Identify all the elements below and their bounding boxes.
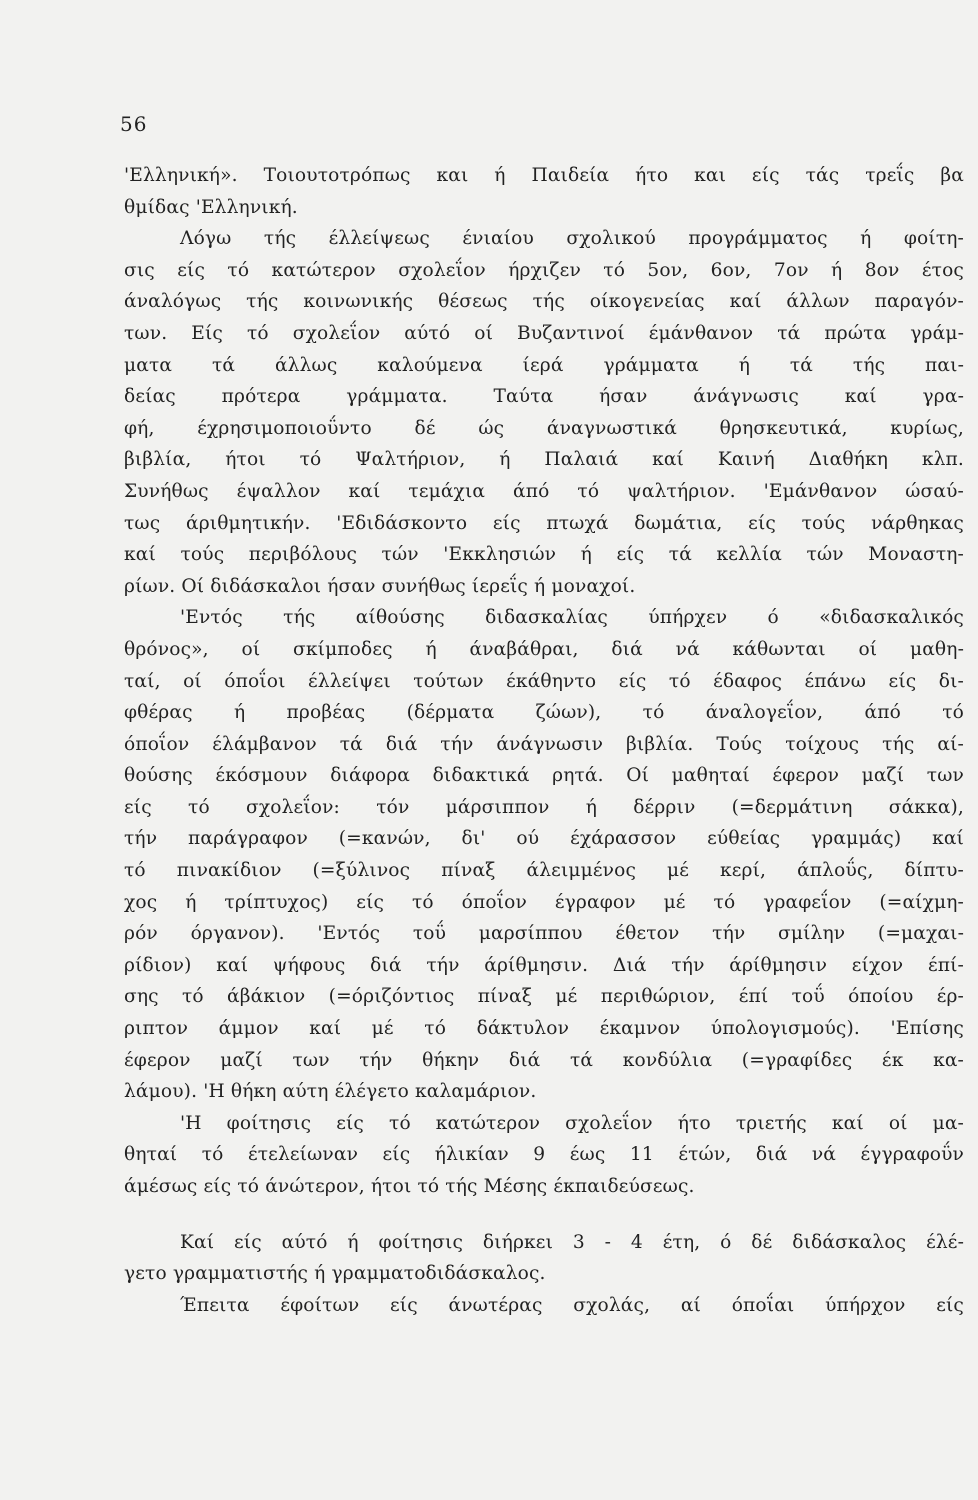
- text-line: ρίων. Οί διδάσκαλοι ήσαν συνήθως ίερεΐς ή μοναχοί.: [124, 575, 636, 597]
- text-line: σις είς τό κατώτερον σχολεΐον ήρχιζεν τό 5ον, 6ον, 7ον ή 8ον έτος: [124, 259, 964, 281]
- text-line: ριπτον άμμον καί μέ τό δάκτυλον έκαμνον ύπολογισμούς). 'Επίσης: [124, 1018, 964, 1040]
- text-line: 'Ελληνική». Τοιουτοτρόπως και ή Παιδεία ήτο και είς τάς τρεΐς βα: [124, 165, 964, 186]
- text-line: 'Εντός τής αίθούσης διδασκαλίας ύπήρχεν ό «διδασκαλικός: [180, 607, 964, 629]
- body-text: [124, 160, 964, 1321]
- text-line: ταί, οί όποΐοι έλλείψει τούτων έκάθηντο είς τό έδαφος έπάνω είς δι-: [124, 670, 964, 692]
- text-line: άμέσως είς τό άνώτερον, ήτοι τό τής Μέσης έκπαιδεύσεως.: [124, 1176, 695, 1197]
- text-line: τό πινακίδιον (=ξύλινος πίναξ άλειμμένος μέ κερί, άπλοΰς, δίπτυ-: [124, 860, 964, 882]
- text-line: θμίδας 'Ελληνική.: [124, 196, 298, 218]
- text-line: γετο γραμματιστής ή γραμματοδιδάσκαλος.: [124, 1263, 546, 1285]
- text-line: Συνήθως έψαλλον καί τεμάχια άπό τό ψαλτήριον. 'Εμάνθανον ώσαύ-: [124, 480, 964, 502]
- text-line: ματα τά άλλως καλούμενα ίερά γράμματα ή τά τής παι-: [124, 354, 964, 376]
- text-line: άναλόγως τής κοινωνικής θέσεως τής οίκογενείας καί άλλων παραγόν-: [124, 291, 964, 313]
- text-line: δείας πρότερα γράμματα. Ταύτα ήσαν άνάγνωσις καί γρα-: [124, 386, 964, 408]
- text-line: των. Είς τό σχολεΐον αύτό οί Βυζαντινοί έμάνθανον τά πρώτα γράμ-: [124, 322, 964, 344]
- text-line: ρόν όργανον). 'Εντός τοΰ μαρσίππου έθετον τήν σμίλην (=μαχαι-: [124, 923, 964, 945]
- text-line: σης τό άβάκιον (=όριζόντιος πίναξ μέ περιθώριον, έπί τοΰ όποίου έρ-: [124, 986, 964, 1008]
- text-line: χος ή τρίπτυχος) είς τό όποΐον έγραφον μέ τό γραφεΐον (=αίχμη-: [124, 891, 964, 913]
- text-line: όποΐον έλάμβανον τά διά τήν άνάγνωσιν βιβλία. Τούς τοίχους τής αί-: [124, 733, 964, 755]
- text-line: Λόγω τής έλλείψεως ένιαίου σχολικού προγράμματος ή φοίτη-: [180, 228, 964, 250]
- page-number: 56: [120, 112, 148, 136]
- text-line: λάμου). 'Η θήκη αύτη έλέγετο καλαμάριον.: [124, 1081, 537, 1103]
- text-line: τως άριθμητικήν. 'Εδιδάσκοντο είς πτωχά δωμάτια, είς τούς νάρθηκας: [124, 512, 964, 534]
- text-line: Καί είς αύτό ή φοίτησις διήρκει 3 - 4 έτη, ό δέ διδάσκαλος έλέ-: [180, 1231, 964, 1253]
- text-line: έφερον μαζί των τήν θήκην διά τά κονδύλια (=γραφίδες έκ κα-: [124, 1049, 964, 1071]
- text-line: ρίδιον) καί ψήφους διά τήν άρίθμησιν. Διά τήν άρίθμησιν είχον έπί-: [124, 954, 964, 976]
- text-line: βιβλία, ήτοι τό Ψαλτήριον, ή Παλαιά καί Καινή Διαθήκη κλπ.: [124, 449, 964, 471]
- text-line: θρόνος», οί σκίμποδες ή άναβάθραι, διά νά κάθωνται οί μαθη-: [124, 638, 964, 660]
- text-line: 'Η φοίτησις είς τό κατώτερον σχολεΐον ήτο τριετής καί οί μα-: [180, 1112, 964, 1134]
- text-line: φθέρας ή προβέας (δέρματα ζώων), τό άναλογεΐον, άπό τό: [124, 702, 964, 724]
- text-line: θούσης έκόσμουν διάφορα διδακτικά ρητά. Οί μαθηταί έφερον μαζί των: [124, 765, 964, 787]
- text-line: Έπειτα έφοίτων είς άνωτέρας σχολάς, αί όποΐαι ύπήρχον είς: [180, 1294, 964, 1316]
- text-line: τήν παράγραφον (=κανών, δι' ού έχάρασσον εύθείας γραμμάς) καί: [124, 828, 964, 850]
- text-line: είς τό σχολεΐον: τόν μάρσιππον ή δέρριν (=δερμάτινη σάκκα),: [124, 796, 964, 818]
- text-line: καί τούς περιβόλους τών 'Εκκλησιών ή είς τά κελλία τών Μοναστη-: [124, 544, 964, 566]
- text-line: θηταί τό έτελείωναν είς ήλικίαν 9 έως 11 έτών, διά νά έγγραφοΰν: [124, 1144, 964, 1166]
- text-line: φή, έχρησιμοποιοΰντο δέ ώς άναγνωστικά θρησκευτικά, κυρίως,: [124, 417, 964, 439]
